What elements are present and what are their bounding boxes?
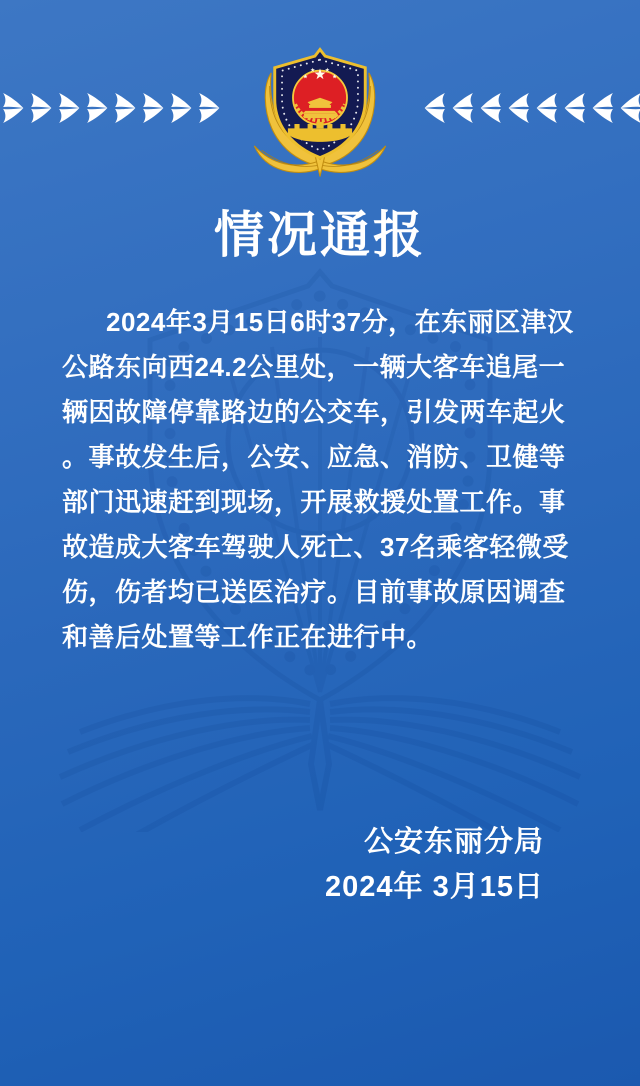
body-line: 。事故发生后，公安、应急、消防、卫健等: [62, 442, 566, 472]
body-line: 伤，伤者均已送医治疗。目前事故原因调查: [62, 577, 566, 607]
chevron-right-icon: [142, 92, 165, 124]
body-line: 辆因故障停靠路边的公交车，引发两车起火: [62, 397, 566, 427]
chevron-left-icon: [619, 92, 640, 124]
notice-body: [62, 300, 582, 660]
chevron-left-icon: [423, 92, 446, 124]
chevron-left-icon: [563, 92, 586, 124]
left-chevrons-decoration: [2, 92, 221, 124]
body-line: 故造成大客车驾驶人死亡、37名乘客轻微受: [62, 532, 569, 562]
chevron-right-icon: [170, 92, 193, 124]
signature-date: 2024年 3月15日: [325, 871, 544, 903]
body-line: 公路东向西24.2公里处，一辆大客车追尾一: [62, 352, 566, 382]
chevron-left-icon: [451, 92, 474, 124]
body-line: 部门迅速赶到现场，开展救援处置工作。事: [62, 487, 566, 517]
chevron-left-icon: [479, 92, 502, 124]
police-badge-icon: [247, 32, 393, 178]
chevron-left-icon: [591, 92, 614, 124]
chevron-right-icon: [198, 92, 221, 124]
page-title: 情况通报: [214, 205, 426, 264]
chevron-right-icon: [58, 92, 81, 124]
chevron-right-icon: [30, 92, 53, 124]
chevron-left-icon: [507, 92, 530, 124]
body-line: 2024年3月15日6时37分，在东丽区津汉: [106, 307, 574, 337]
chevron-right-icon: [114, 92, 137, 124]
signature-agency: 公安东丽分局: [363, 826, 544, 858]
chevron-right-icon: [86, 92, 109, 124]
chevron-right-icon: [2, 92, 25, 124]
chevron-left-icon: [535, 92, 558, 124]
signature-block: [325, 820, 544, 910]
body-line: 和善后处置等工作正在进行中。: [62, 622, 434, 652]
right-chevrons-decoration: [423, 92, 640, 124]
